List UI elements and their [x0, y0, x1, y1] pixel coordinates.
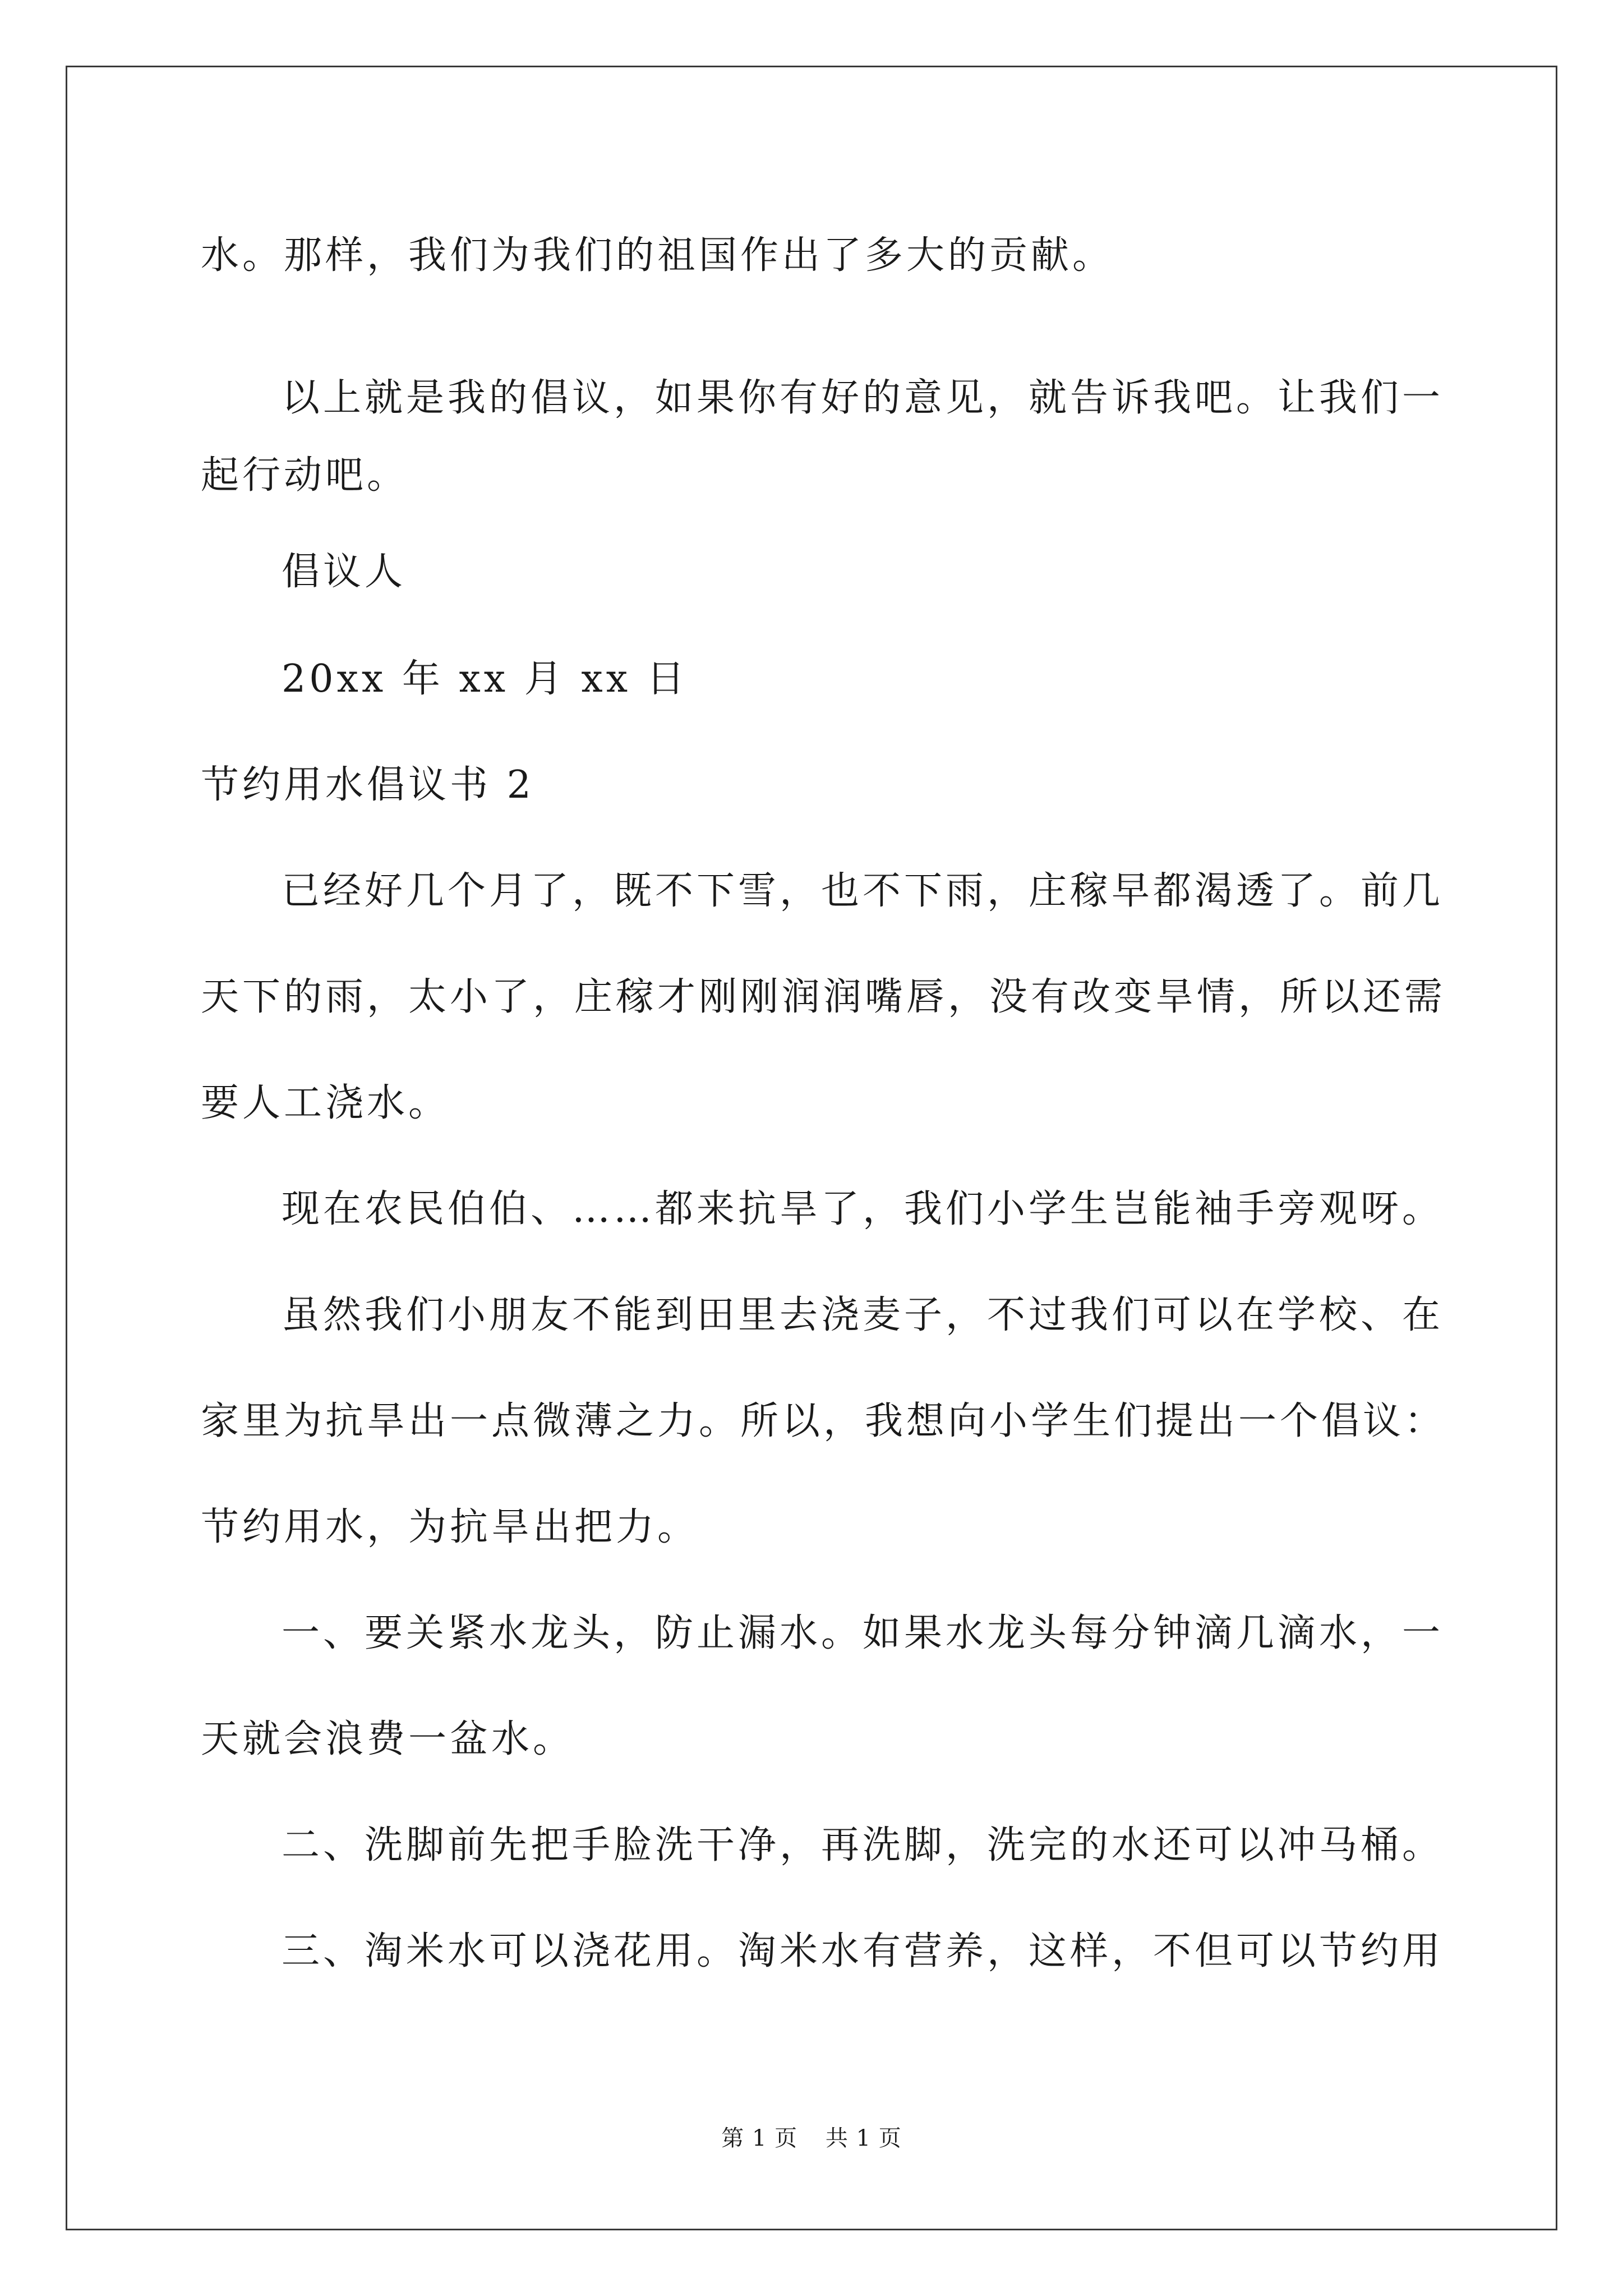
text-line: 一、要关紧水龙头，防止漏水。如果水龙头每分钟滴几滴水，一: [282, 1611, 1444, 1655]
date-line: 20xx 年 xx 月 xx 日: [282, 657, 688, 701]
text-line: 家里为抗旱出一点微薄之力。所以，我想向小学生们提出一个倡议：: [201, 1399, 1446, 1443]
text-line: 水。那样，我们为我们的祖国作出了多大的贡献。: [201, 233, 1114, 278]
text-line: 已经好几个月了，既不下雪，也不下雨，庄稼早都渴透了。前几: [282, 869, 1444, 913]
text-line: 以上就是我的倡议，如果你有好的意见，就告诉我吧。让我们一: [282, 376, 1444, 420]
page-footer: [0, 2125, 1623, 2152]
text-line: 节约用水，为抗旱出把力。: [201, 1505, 699, 1549]
page-number: 第 1 页: [721, 2125, 798, 2151]
text-line: 三、淘米水可以浇花用。淘米水有营养，这样，不但可以节约用: [282, 1929, 1444, 1973]
text-line: 要人工浇水。: [201, 1081, 450, 1125]
text-line: 现在农民伯伯、……都来抗旱了，我们小学生岂能袖手旁观呀。: [282, 1187, 1444, 1231]
text-line: 天下的雨，太小了，庄稼才刚刚润润嘴唇，没有改变旱情，所以还需: [201, 975, 1446, 1019]
section-title: 节约用水倡议书 2: [201, 763, 534, 807]
signature-label: 倡议人: [282, 550, 407, 594]
page-total: 共 1 页: [825, 2125, 902, 2151]
text-line: 二、洗脚前先把手脸洗干净，再洗脚，洗完的水还可以冲马桶。: [282, 1823, 1444, 1867]
text-line: 虽然我们小朋友不能到田里去浇麦子，不过我们可以在学校、在: [282, 1293, 1444, 1337]
text-line: 天就会浪费一盆水。: [201, 1717, 575, 1761]
text-line: 起行动吧。: [201, 453, 409, 498]
